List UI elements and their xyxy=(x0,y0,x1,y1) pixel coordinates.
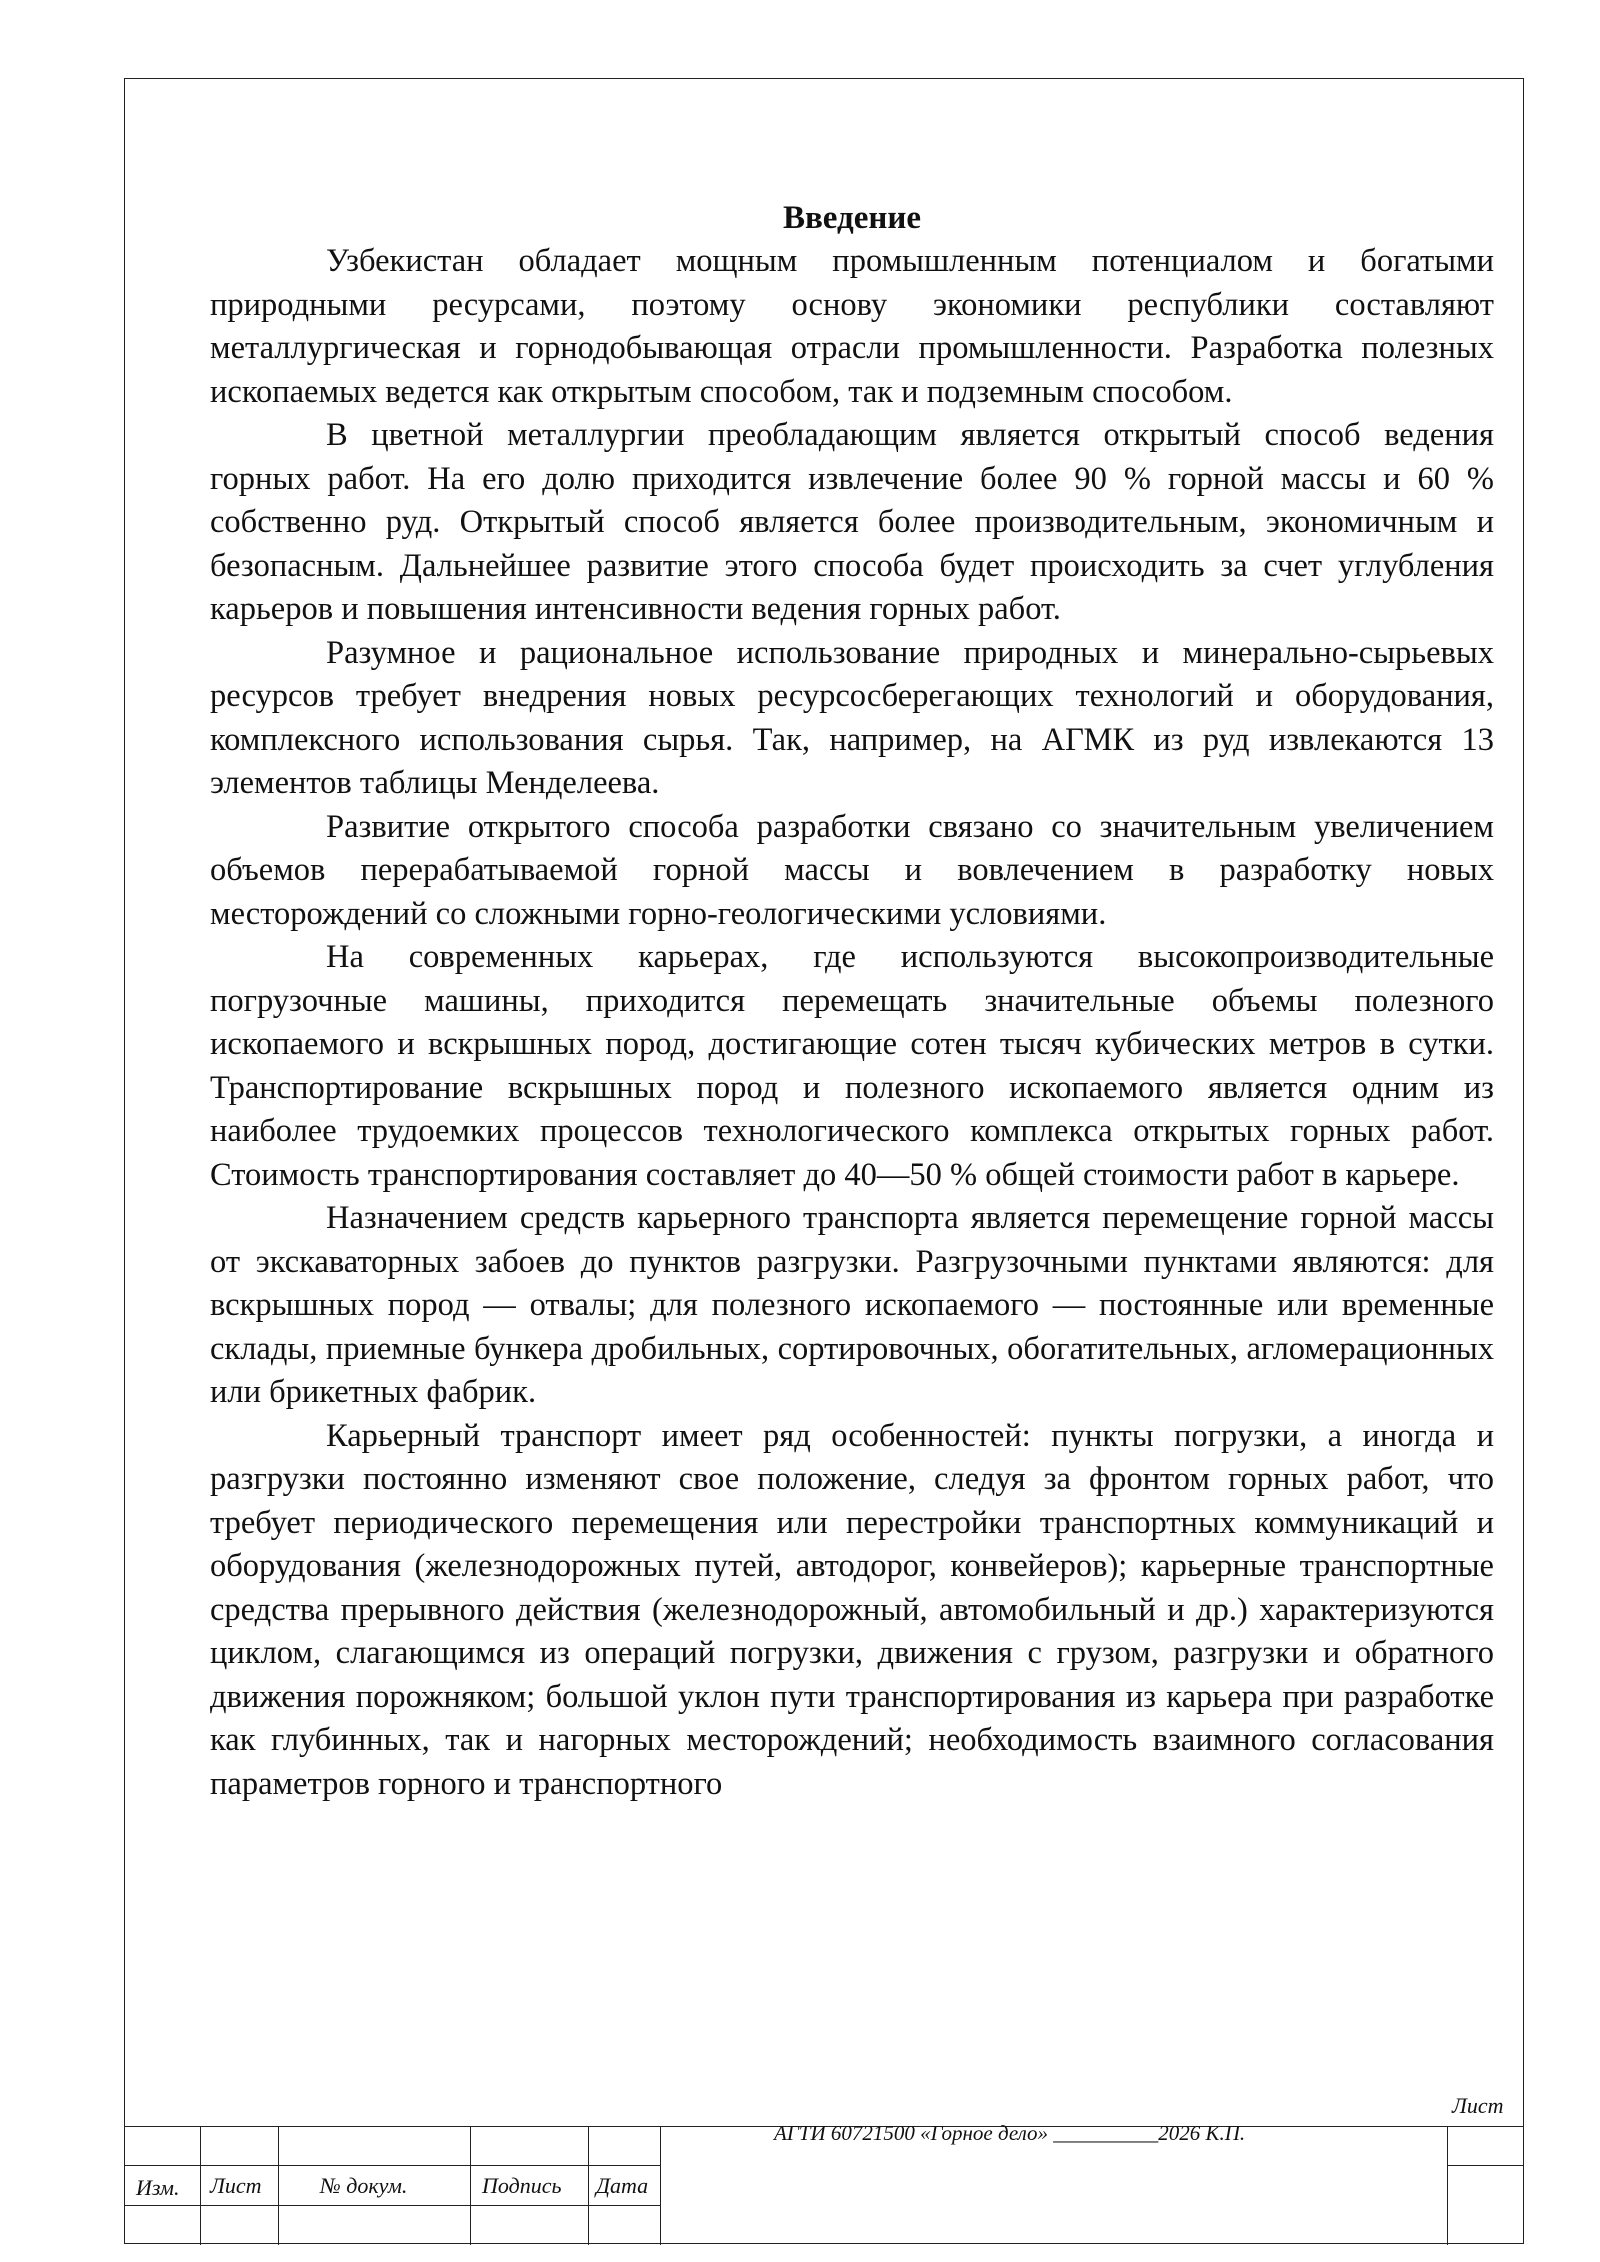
document-body xyxy=(210,196,1494,1806)
stamp-col-divider-1 xyxy=(200,2127,201,2245)
paragraph-5: На современных карьерах, где используются высокопроизводительные погрузочные машины, приходится перемещать значительные объемы полезного ископаемого и вскрышных пород, достигающие сотен тысяч кубических метров в сутки. Транспортирование вскрышных пород и полезного ископаемого является одним из наиболее трудоемких процессов технологического комплекса открытых горных работ. Стоимость транспортирования составляет до 40—50 % общей стоимости работ в карьере. xyxy=(210,939,1494,1193)
stamp-sheet-row-divider xyxy=(1447,2165,1524,2166)
stamp-row-divider-1 xyxy=(124,2165,660,2166)
stamp-col-divider-2 xyxy=(278,2127,279,2245)
stamp-col-doc-no: № докум. xyxy=(320,2173,408,2198)
stamp-sheet-divider xyxy=(1447,2127,1448,2245)
sheet-label: Лист xyxy=(1452,2093,1504,2118)
stamp-col-izm: Изм. xyxy=(136,2175,180,2200)
stamp-col-divider-5 xyxy=(660,2127,661,2245)
document-code: АГТИ 60721500 «Горное дело» __________2026 К.П. xyxy=(774,2121,1246,2145)
paragraph-6: Назначением средств карьерного транспорта является перемещение горной массы от экскаваторных забоев до пунктов разгрузки. Разгрузочными пунктами являются: для вскрышных пород — отвалы; для полезного ископаемого — постоянные или временные склады, приемные бункера дробильных, сортировочных, обогатительных, агломерационных или брикетных фабрик. xyxy=(210,1200,1494,1410)
paragraph-2: В цветной металлургии преобладающим является открытый способ ведения горных работ. На его долю приходится извлечение более 90 % горной массы и 60 % собственно руд. Открытый способ является более производительным, экономичным и безопасным. Дальнейшее развитие этого способа будет происходить за счет углубления карьеров и повышения интенсивности ведения горных работ. xyxy=(210,417,1494,627)
stamp-col-list: Лист xyxy=(210,2173,262,2198)
paragraph-1: Узбекистан обладает мощным промышленным потенциалом и богатыми природными ресурсами, поэтому основу экономики республики составляют металлургическая и горнодобывающая отрасли промышленности. Разработка полезных ископаемых ведется как открытым способом, так и подземным способом. xyxy=(210,243,1494,410)
stamp-col-signature: Подпись xyxy=(482,2173,562,2198)
paragraph-7: Карьерный транспорт имеет ряд особенностей: пункты погрузки, а иногда и разгрузки постоянно изменяют свое положение, следуя за фронтом горных работ, что требует периодического перемещения или перестройки транспортных коммуникаций и оборудования (железнодорожных путей, автодорог, конвейеров); карьерные транспортные средства прерывного действия (железнодорожный, автомобильный и др.) характеризуются циклом, слагающимся из операций погрузки, движения с грузом, разгрузки и обратного движения порожняком; большой уклон пути транспортирования из карьера при разработке как глубинных, так и нагорных месторождений; необходимость взаимного согласования параметров горного и транспортного xyxy=(210,1417,1494,1802)
stamp-row-divider-2 xyxy=(124,2205,660,2206)
stamp-col-divider-3 xyxy=(470,2127,471,2245)
stamp-col-divider-4 xyxy=(588,2127,589,2245)
paragraph-4: Развитие открытого способа разработки связано со значительным увеличением объемов перерабатываемой горной массы и вовлечением в разработку новых месторождений со сложными горно-геологическими условиями. xyxy=(210,808,1494,932)
stamp-col-date: Дата xyxy=(596,2173,649,2198)
section-title: Введение xyxy=(782,200,922,236)
title-block xyxy=(124,2093,1524,2245)
paragraph-3: Разумное и рациональное использование природных и минерально-сырьевых ресурсов требует внедрения новых ресурсосберегающих технологий и оборудования, комплексного использования сырья. Так, например, на АГМК из руд извлекаются 13 элементов таблицы Менделеева. xyxy=(210,634,1494,801)
